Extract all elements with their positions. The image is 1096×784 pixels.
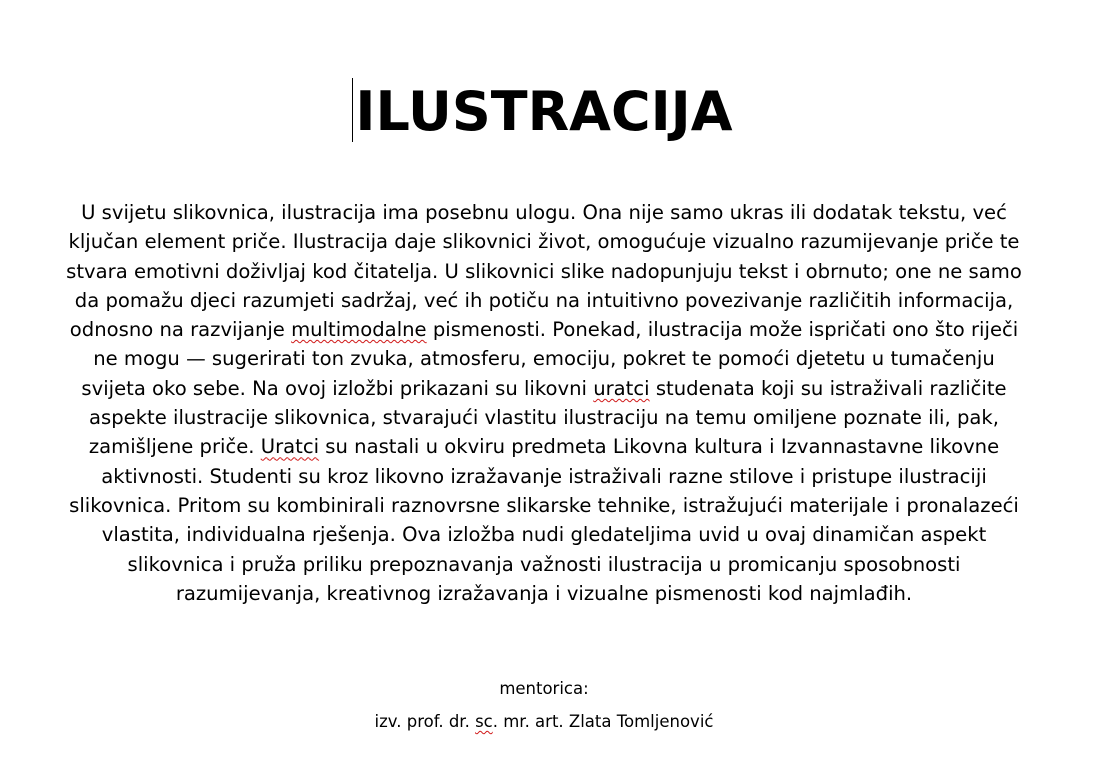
body-line: slikovnica i pruža priliku prepoznavanja važnosti ilustracija u promicanju sposobnosti	[127, 552, 961, 576]
mentor-label: mentorica:	[499, 679, 589, 698]
body-line: svijeta oko sebe. Na ovoj izložbi prikazani su likovni uratci studenata koji su istraživali različite	[81, 376, 1007, 400]
body-line: ključan element priče. Ilustracija daje slikovnici život, omogućuje vizualno razumijevanje priče te	[68, 230, 1020, 254]
title-text-wrapper	[355, 78, 732, 146]
body-line: vlastita, individualna rješenja. Ova izložba nudi gledateljima uvid u ovaj dinamičan aspekt	[101, 523, 987, 547]
mentor-name: izv. prof. dr. sc. mr. art. Zlata Tomljenović	[374, 712, 714, 731]
body-line: slikovnica. Pritom su kombinirali raznovrsne slikarske tehnike, istražujući materijale i pronalazeći	[69, 493, 1019, 517]
body-line: zamišljene priče. Uratci su nastali u okviru predmeta Likovna kultura i Izvannastavne likovne	[88, 435, 1000, 459]
body-paragraph	[14, 198, 1074, 608]
misspelled-word[interactable]: Uratci	[260, 435, 320, 459]
document-title	[0, 78, 1088, 146]
body-line: odnosno na razvijanje multimodalne pismenosti. Ponekad, ilustracija može ispričati ono što riječi	[69, 318, 1019, 342]
misspelled-word[interactable]: uratci	[593, 376, 650, 400]
body-line: stvara emotivni doživljaj kod čitatelja. U slikovnici slike nadopunjuju tekst i obrnuto; one ne samo	[66, 259, 1022, 283]
body-line: U svijetu slikovnica, ilustracija ima posebnu ulogu. Ona nije samo ukras ili dodatak tekstu, već	[81, 201, 1007, 224]
misspelled-word[interactable]: multimodalne	[291, 318, 427, 342]
body-line: ne mogu — sugerirati ton zvuka, atmosferu, emociju, pokret te pomoći djetetu u tumačenju	[93, 347, 995, 371]
misspelled-word[interactable]: sc	[475, 712, 493, 731]
text-cursor	[352, 78, 353, 142]
body-line: aspekte ilustracije slikovnica, stvarajući vlastitu ilustraciju na temu omiljene poznate ili, pak,	[89, 406, 999, 430]
body-line: razumijevanja, kreativnog izražavanja i vizualne pismenosti kod najmlađih.	[175, 581, 913, 605]
title-text: ILUSTRACIJA	[355, 80, 733, 143]
body-line: da pomažu djeci razumjeti sadržaj, već ih potiču na intuitivno povezivanje različitih informacija,	[74, 288, 1014, 312]
body-line: aktivnosti. Studenti su kroz likovno izražavanje istraživali razne stilove i pristupe ilustraciji	[101, 464, 987, 488]
